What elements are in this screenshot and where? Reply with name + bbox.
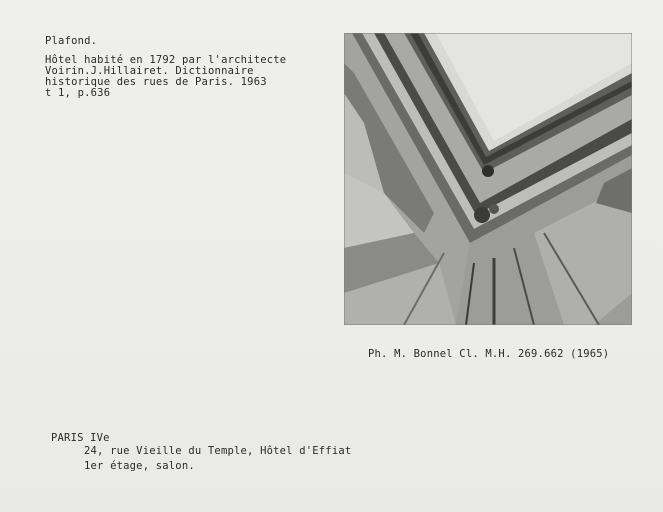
ceiling-photograph bbox=[344, 33, 632, 325]
caption-line-2: Voirin.J.Hillairet. Dictionnaire bbox=[45, 65, 254, 77]
location-room: 1er étage, salon. bbox=[84, 460, 195, 472]
heading: Plafond. bbox=[45, 35, 98, 47]
photo-credit: Ph. M. Bonnel Cl. M.H. 269.662 (1965) bbox=[368, 348, 610, 360]
caption-line-1: Hôtel habité en 1792 par l'architecte bbox=[45, 54, 287, 66]
ceiling-photo-drawing bbox=[344, 33, 632, 325]
caption-line-3: historique des rues de Paris. 1963 bbox=[45, 76, 267, 88]
location-address: 24, rue Vieille du Temple, Hôtel d'Effiat bbox=[84, 445, 352, 457]
location-city: PARIS IVe bbox=[51, 432, 110, 444]
caption-line-4: t 1, p.636 bbox=[45, 87, 111, 99]
